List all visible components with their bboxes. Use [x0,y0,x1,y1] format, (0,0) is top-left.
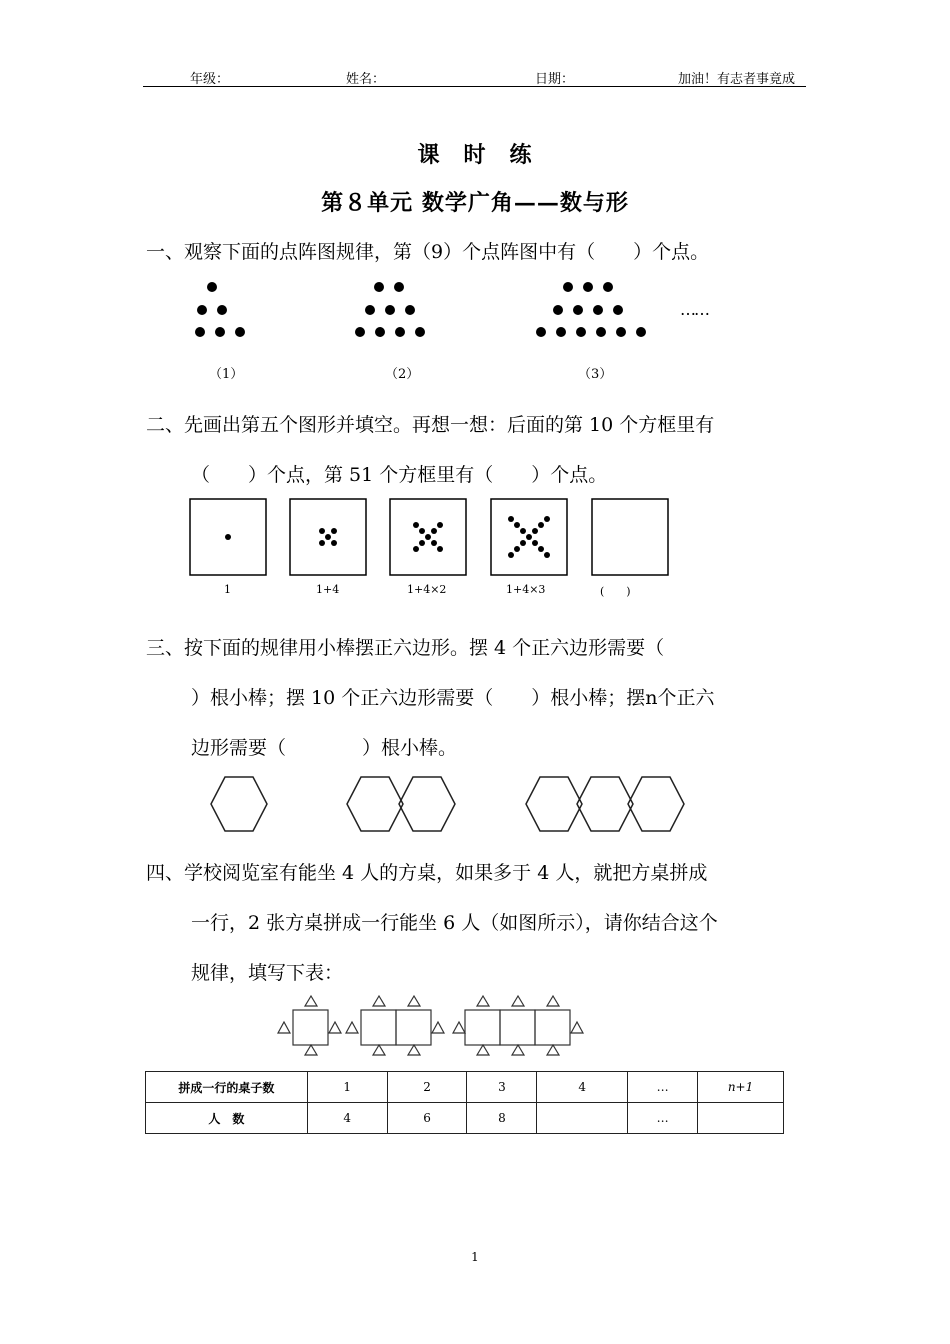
answer-cell[interactable] [537,1103,628,1134]
table-cell: 4 [307,1103,387,1134]
question-1-text: 一、观察下面的点阵图规律，第（9）个点阵图中有（ ）个点。 [146,241,710,263]
seating-table [145,1071,784,1134]
table-cell: 3 [467,1072,537,1103]
q2-caption-2: 1+4 [316,583,340,596]
q2-caption-5: ( ) [600,585,631,598]
table-row [146,1103,784,1134]
table-cell: … [628,1103,698,1134]
table-row [146,1072,784,1103]
answer-cell[interactable] [698,1103,784,1134]
table-cell: 人 数 [146,1103,308,1134]
grade-label: 年级： [190,72,230,87]
table-cell: 4 [537,1072,628,1103]
question-3-line-1: 三、按下面的规律用小棒摆正六边形。摆 4 个正六边形需要（ [146,637,665,659]
q1-caption-2: （2） [385,367,420,382]
q2-caption-4: 1+4×3 [506,583,546,596]
q1-ellipsis: …… [680,300,708,319]
unit-subtitle: 第８单元 数学广角——数与形 [321,190,629,216]
question-4-line-1: 四、学校阅览室有能坐 4 人的方桌，如果多于 4 人，就把方桌拼成 [146,862,708,884]
q1-caption-1: （1） [209,367,244,382]
table-cell: 1 [307,1072,387,1103]
table-cell: 8 [467,1103,537,1134]
question-3-line-3: 边形需要（ ）根小棒。 [191,737,458,759]
question-3-line-2: ）根小棒；摆 10 个正六边形需要（ ）根小棒；摆n个正六 [191,687,715,709]
table-cell: n+1 [698,1072,784,1103]
page-title: 课 时 练 [417,142,533,168]
question-2-line-2: （ ）个点，第 51 个方框里有（ ）个点。 [191,464,608,486]
table-cell: 6 [387,1103,467,1134]
page-number: 1 [471,1250,479,1264]
motto: 加油！有志者事竟成 [678,72,796,87]
q2-caption-1: 1 [224,583,231,596]
table-cell: 2 [387,1072,467,1103]
q2-caption-3: 1+4×2 [407,583,447,596]
question-2-line-1: 二、先画出第五个图形并填空。再想一想：后面的第 10 个方框里有 [146,414,715,436]
question-4-line-2: 一行，2 张方桌拼成一行能坐 6 人（如图所示），请你结合这个 [191,912,718,934]
table-cell: … [628,1072,698,1103]
question-4-line-3: 规律，填写下表： [191,962,344,984]
date-label: 日期： [535,72,575,87]
table-cell: 拼成一行的桌子数 [146,1072,308,1103]
name-label: 姓名： [346,72,386,87]
q1-caption-3: （3） [578,367,613,382]
